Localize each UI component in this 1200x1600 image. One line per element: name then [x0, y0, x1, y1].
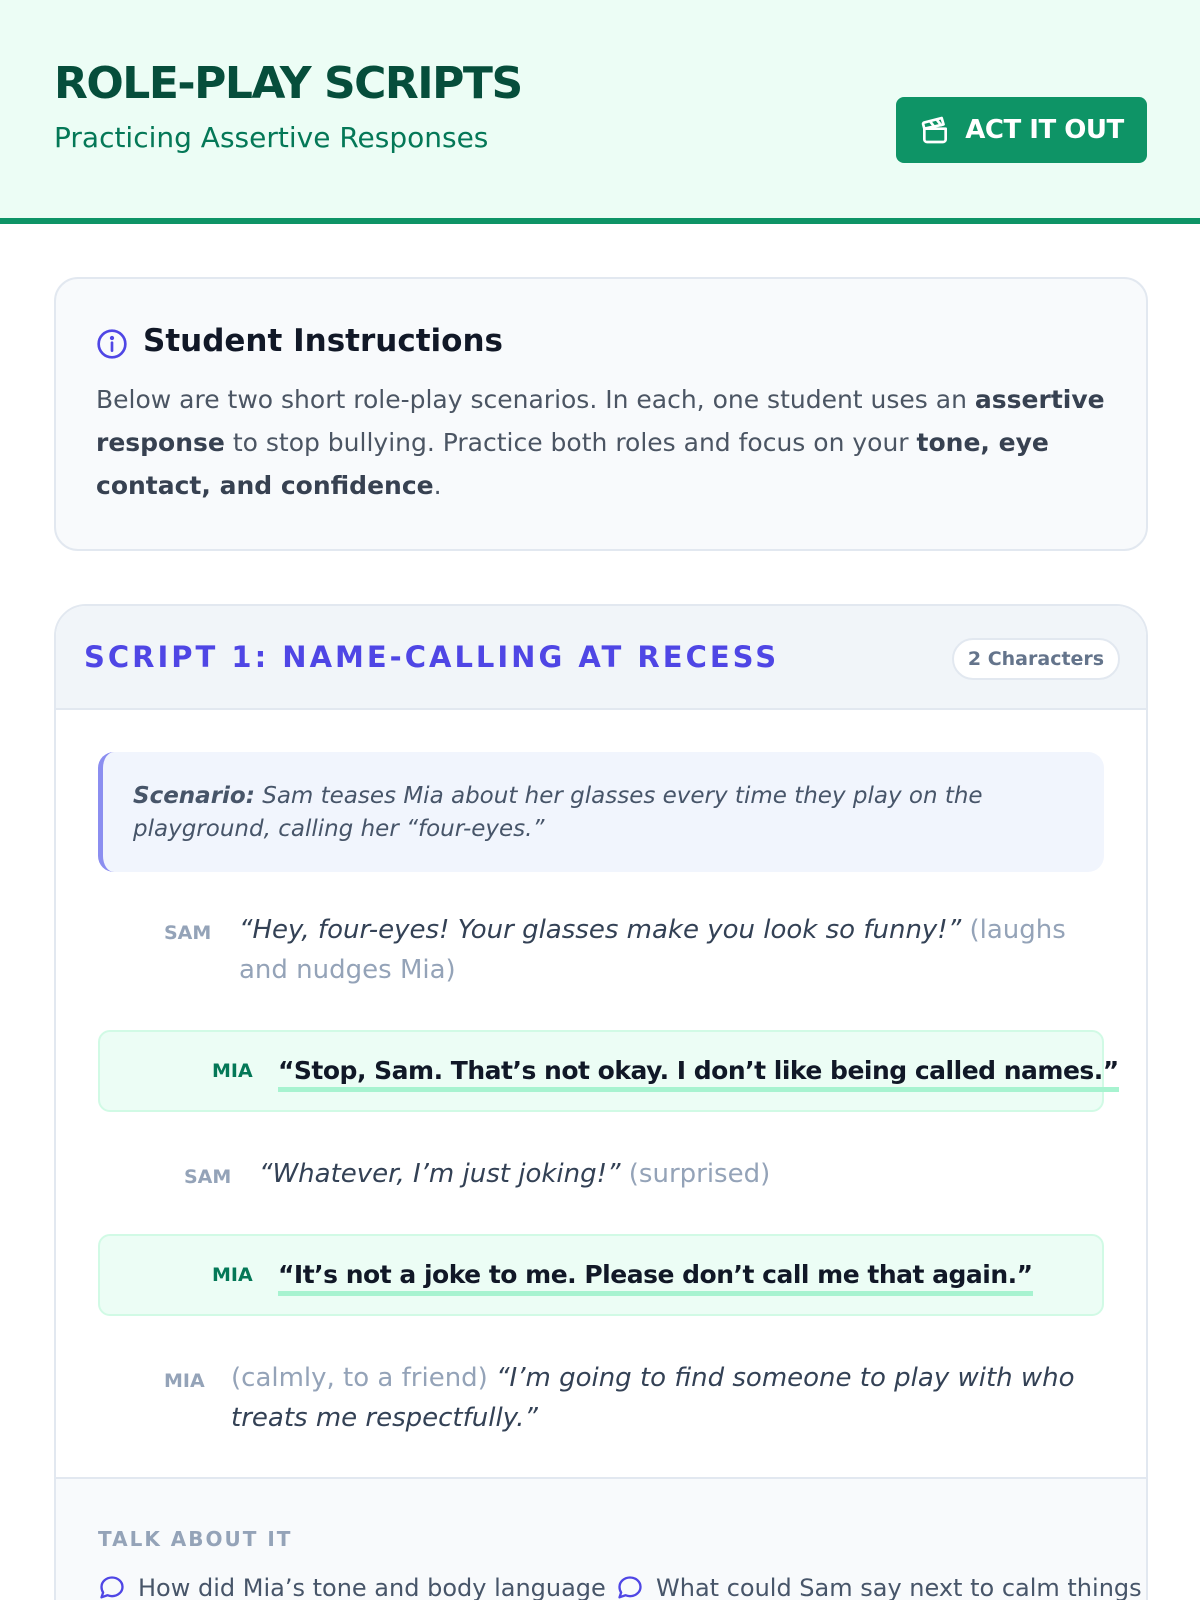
speaker-label: MIA: [212, 1264, 253, 1286]
script-title: SCRIPT 1: NAME-CALLING AT RECESS: [84, 640, 780, 674]
info-icon: [96, 328, 128, 360]
instructions-card: [54, 277, 1148, 551]
scenario-box: Scenario: Sam teases Mia about her glasses every time they play on the playground, calling her “four-eyes.”: [98, 752, 1104, 872]
act-it-out-button[interactable]: [896, 97, 1147, 163]
speech-bubble-icon: [98, 1574, 126, 1600]
clapperboard-icon: [919, 114, 951, 146]
assertive-response: [98, 1234, 1104, 1316]
dialogue-line: “Whatever, I’m just joking!” (surprised): [259, 1159, 771, 1189]
instructions-title: Student Instructions: [143, 323, 503, 359]
page-subtitle: Practicing Assertive Responses: [54, 121, 489, 154]
script-header: [56, 606, 1146, 710]
characters-badge: 2 Characters: [952, 638, 1120, 680]
act-it-out-label: ACT IT OUT: [965, 115, 1124, 145]
talk-title: TALK ABOUT IT: [98, 1527, 293, 1551]
instructions-body: Below are two short role-play scenarios. In each, one student uses an assertive response to stop bullying. Practice both roles and focus on your tone, eye contact, and confidence.: [96, 385, 1105, 500]
assertive-response: [98, 1030, 1119, 1112]
speaker-label: MIA: [164, 1370, 205, 1392]
dialogue-line: (calmly, to a friend) “I’m going to find someone to play with who treats me respectfully.”: [231, 1363, 1075, 1433]
assertive-quote: “Stop, Sam. That’s not okay. I don’t like being called names.”: [278, 1056, 1119, 1092]
page-title: ROLE-PLAY SCRIPTS: [54, 58, 522, 109]
speaker-label: MIA: [212, 1060, 253, 1082]
script-card: [54, 604, 1148, 1600]
speech-bubble-icon: [616, 1574, 644, 1600]
dialogue-line: “Hey, four-eyes! Your glasses make you look so funny!” (laughs and nudges Mia): [239, 915, 1066, 985]
discussion-question: How did Mia’s tone and body language: [98, 1574, 606, 1600]
page-header: [0, 0, 1200, 224]
talk-about-it: [56, 1477, 1146, 1600]
assertive-quote: “It’s not a joke to me. Please don’t call me that again.”: [278, 1260, 1033, 1296]
speaker-label: SAM: [184, 1166, 232, 1188]
speaker-label: SAM: [164, 922, 212, 944]
discussion-question: What could Sam say next to calm things: [616, 1574, 1142, 1600]
